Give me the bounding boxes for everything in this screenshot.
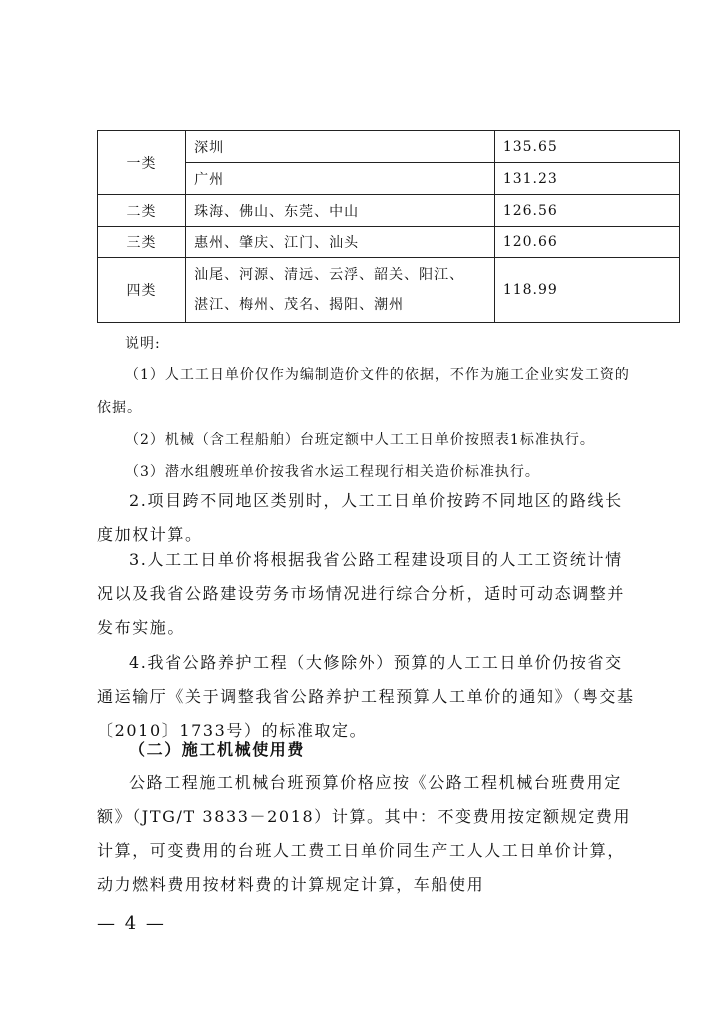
- price-cell: 126.56: [494, 195, 679, 227]
- paragraph-5: 公路工程施工机械台班预算价格应按《公路工程机械台班费用定额》（JTG/T 3833－2018）计算。其中：不变费用按定额规定费用计算，可变费用的台班人工费工日单价同生产工人人工日单价计算，动力燃料费用按材料费的计算规定计算，车船使用: [97, 773, 632, 894]
- category-cell: 一类: [98, 131, 186, 195]
- region-cell: 惠州、肇庆、江门、汕头: [186, 227, 495, 258]
- table-row: [98, 195, 680, 227]
- region-line: 湛江、梅州、茂名、揭阳、潮州: [194, 297, 405, 313]
- category-cell: 二类: [98, 195, 186, 227]
- price-cell: 118.99: [494, 258, 679, 323]
- category-cell: 三类: [98, 227, 186, 258]
- table-row: [98, 227, 680, 258]
- table-row: [98, 131, 680, 163]
- labor-rate-table: [97, 130, 680, 323]
- price-cell: 120.66: [494, 227, 679, 258]
- section-heading: （二）施工机械使用费: [129, 740, 306, 759]
- region-line: 汕尾、河源、清远、云浮、韶关、阳江、: [194, 267, 465, 283]
- price-cell: 135.65: [494, 131, 679, 163]
- notes-label: 说明:: [125, 336, 161, 352]
- price-cell: 131.23: [494, 163, 679, 195]
- category-cell: 四类: [98, 258, 186, 323]
- table-row: [98, 163, 680, 195]
- table-row: [98, 258, 680, 323]
- paragraph-2: 2.项目跨不同地区类别时，人工工日单价按跨不同地区的路线长度加权计算。: [97, 491, 623, 544]
- region-cell: 深圳: [186, 131, 495, 163]
- region-cell: 广州: [186, 163, 495, 195]
- region-cell: 珠海、佛山、东莞、中山: [186, 195, 495, 227]
- note-item-3: （3）潜水组艘班单价按我省水运工程现行相关造价标准执行。: [125, 464, 540, 480]
- note-item-2: （2）机械（含工程船舶）台班定额中人工工日单价按照表1标准执行。: [125, 432, 595, 448]
- page-number: — 4 —: [97, 913, 166, 934]
- note-item-1: （1）人工工日单价仅作为编制造价文件的依据，不作为施工企业实发工资的依据。: [97, 367, 630, 416]
- paragraph-3: 3.人工工日单价将根据我省公路工程建设项目的人工工资统计情况以及我省公路建设劳务市场情况进行综合分析，适时可动态调整并发布实施。: [97, 550, 626, 637]
- region-cell: [186, 258, 495, 323]
- paragraph-4: 4.我省公路养护工程（大修除外）预算的人工工日单价仍按省交通运输厅《关于调整我省公路养护工程预算人工单价的通知》（粤交基〔2010〕1733号）的标准取定。: [97, 653, 635, 740]
